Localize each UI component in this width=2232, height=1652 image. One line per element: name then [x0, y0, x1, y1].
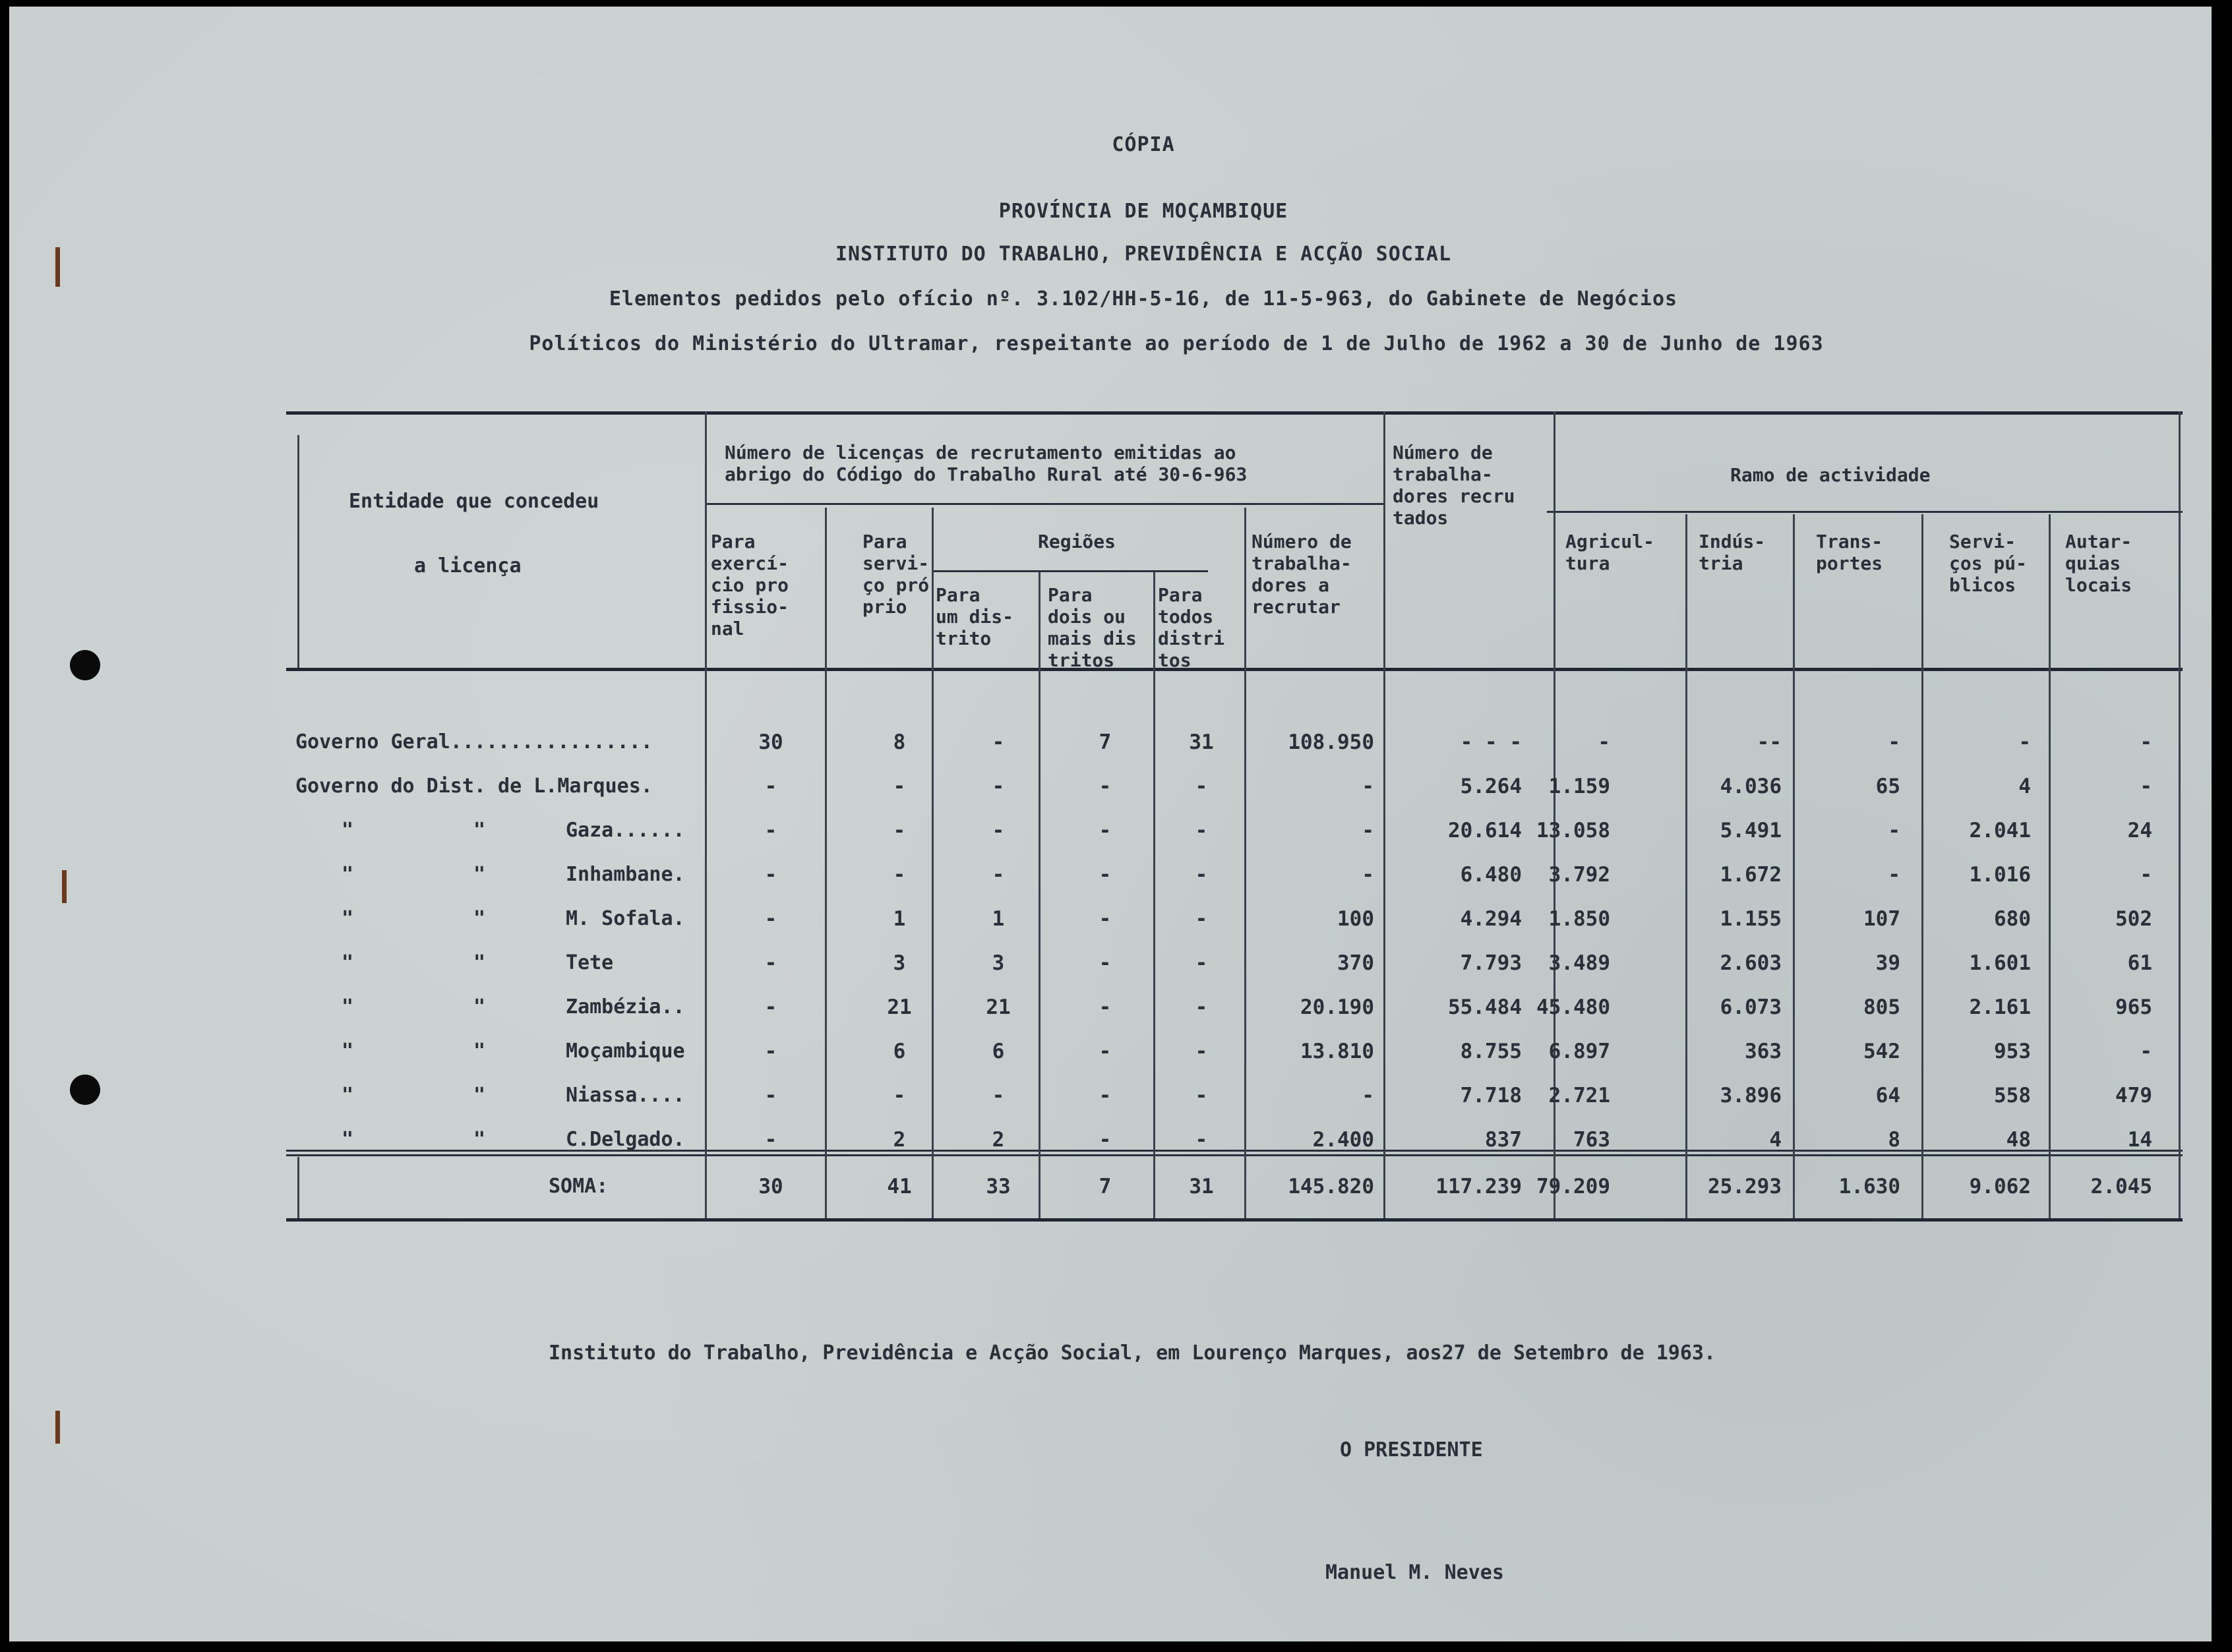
table-rule [297, 435, 299, 668]
entity-name: Tete [566, 951, 614, 974]
table-cell: - [1195, 951, 1208, 975]
footer-place-date: Instituto do Trabalho, Previdência e Acção Social, em Lourenço Marques, aos27 de Setembro de 1963. [549, 1342, 1716, 1365]
table-rule [1039, 572, 1041, 1218]
copy-label: CÓPIA [1112, 133, 1175, 156]
table-cell: 363 [1745, 1040, 1782, 1063]
header-workers-recruited: Número de trabalha- dores recru tados [1393, 442, 1515, 529]
table-cell: 5.264 [1460, 775, 1522, 798]
table-cell: 680 [1994, 907, 2031, 931]
table-cell: 30 [758, 730, 783, 754]
ditto-mark: " [473, 1128, 486, 1151]
header-licences: Número de licenças de recrutamento emitidas ao abrigo do Código do Trabalho Rural até 30-6-963 [725, 442, 1248, 485]
table-cell: 4.036 [1720, 775, 1782, 798]
entity-label: Governo do Dist. de L.Marques. [295, 775, 653, 798]
header-entity-line2: a licença [414, 554, 522, 577]
total-label: SOMA: [549, 1175, 609, 1198]
table-cell: - [992, 730, 1005, 754]
table-cell: 79.209 [1536, 1175, 1610, 1198]
table-cell: -- [1757, 730, 1782, 754]
table-cell: - [1195, 1084, 1208, 1107]
table-cell: 107 [1863, 907, 1900, 931]
table-cell: - [893, 1084, 906, 1107]
table-cell: - [1888, 730, 1900, 754]
table-cell: 45.480 [1536, 995, 1610, 1019]
table-cell: 2.041 [1969, 819, 2031, 842]
table-cell: 3.896 [1720, 1084, 1782, 1107]
table-cell: - [764, 863, 777, 887]
table-cell: - [992, 863, 1005, 887]
table-cell: 9.062 [1969, 1175, 2031, 1198]
table-rule [706, 503, 1383, 505]
table-cell: 837 [1485, 1128, 1522, 1152]
punch-hole-bottom [70, 1075, 100, 1105]
table-header-rule [286, 668, 2183, 671]
table-cell: 4 [2018, 775, 2031, 798]
table-cell: - [1195, 775, 1208, 798]
table-cell: - [2140, 775, 2152, 798]
header-one-district: Para um dis- trito [936, 584, 1014, 649]
table-cell: - [1099, 863, 1112, 887]
ditto-mark: " [342, 819, 354, 842]
table-cell: 763 [1573, 1128, 1610, 1152]
ditto-mark: " [342, 951, 354, 974]
table-rule [286, 1154, 2183, 1156]
table-rule [825, 508, 827, 1218]
table-cell: 7 [1099, 1175, 1112, 1198]
table-cell: 13.058 [1536, 819, 1610, 842]
table-cell: - [992, 1084, 1005, 1107]
table-cell: 31 [1189, 1175, 1214, 1198]
punch-hole-top [70, 650, 100, 680]
header-industry: Indús- tria [1699, 531, 1766, 574]
table-cell: 8 [893, 730, 906, 754]
table-cell: 1.601 [1969, 951, 2031, 975]
province-heading: PROVÍNCIA DE MOÇAMBIQUE [998, 200, 1288, 223]
table-cell: 48 [2006, 1128, 2031, 1152]
subtitle-line-2: Políticos do Ministério do Ultramar, respeitante ao período de 1 de Julho de 1962 a 30 de Junho de 1963 [529, 332, 1824, 355]
table-cell: - [764, 907, 777, 931]
header-all-districts: Para todos distri tos [1158, 584, 1225, 671]
table-cell: 100 [1337, 907, 1374, 931]
table-cell: 145.820 [1288, 1175, 1374, 1198]
table-cell: 3.792 [1548, 863, 1610, 887]
table-cell: - [764, 819, 777, 842]
table-cell: 965 [2115, 995, 2152, 1019]
table-cell: 4.294 [1460, 907, 1522, 931]
table-cell: 1.630 [1838, 1175, 1900, 1198]
header-transport: Trans- portes [1816, 531, 1883, 574]
table-cell: 370 [1337, 951, 1374, 975]
table-cell: 1 [992, 907, 1005, 931]
header-own-service: Para servi- ço pró prio [862, 531, 930, 618]
document-page [9, 7, 2212, 1641]
table-cell: 7.718 [1460, 1084, 1522, 1107]
table-cell: - [2140, 1040, 2152, 1063]
table-cell: 1.016 [1969, 863, 2031, 887]
table-cell: 55.484 [1448, 995, 1522, 1019]
table-cell: 25.293 [1708, 1175, 1782, 1198]
table-cell: 3.489 [1548, 951, 1610, 975]
table-cell: - [1362, 1084, 1374, 1107]
table-cell: 2.045 [2090, 1175, 2152, 1198]
header-workers-to-recruit: Número de trabalha- dores a recrutar [1252, 531, 1352, 618]
table-cell: 2.400 [1312, 1128, 1374, 1152]
table-cell: 5.491 [1720, 819, 1782, 842]
entity-label: Governo Geral................. [295, 730, 653, 753]
table-cell: 7.793 [1460, 951, 1522, 975]
table-cell: 6 [992, 1040, 1005, 1063]
header-public-services: Servi- ços pú- blicos [1949, 531, 2028, 596]
header-activity: Ramo de actividade [1730, 464, 1931, 486]
table-cell: 7 [1099, 730, 1112, 754]
table-cell: - [1099, 1128, 1112, 1152]
table-cell: 1.159 [1548, 775, 1610, 798]
table-rule [705, 411, 707, 1218]
table-cell: 13.810 [1300, 1040, 1374, 1063]
table-cell: 2.721 [1548, 1084, 1610, 1107]
table-cell: - [1195, 819, 1208, 842]
table-cell: 14 [2127, 1128, 2152, 1152]
table-cell: - [1888, 819, 1900, 842]
table-cell: - [1195, 1128, 1208, 1152]
table-cell: 4 [1769, 1128, 1782, 1152]
table-cell: 953 [1994, 1040, 2031, 1063]
ditto-mark: " [342, 1128, 354, 1151]
institute-heading: INSTITUTO DO TRABALHO, PREVIDÊNCIA E ACÇÃO SOCIAL [835, 243, 1451, 266]
table-cell: - [893, 819, 906, 842]
margin-mark [62, 870, 67, 903]
table-cell: 542 [1863, 1040, 1900, 1063]
table-cell: 502 [2115, 907, 2152, 931]
header-two-districts: Para dois ou mais dis tritos [1048, 584, 1137, 671]
table-cell: - [1099, 1084, 1112, 1107]
table-rule [1547, 511, 2183, 513]
footer-signatory: Manuel M. Neves [1325, 1561, 1504, 1584]
entity-name: Gaza...... [566, 819, 685, 842]
table-cell: 20.614 [1448, 819, 1522, 842]
table-cell: 3 [992, 951, 1005, 975]
table-cell: 2.161 [1969, 995, 2031, 1019]
table-cell: - [1888, 863, 1900, 887]
table-cell: - [893, 863, 906, 887]
table-cell: - - - [1460, 730, 1522, 754]
table-cell: 39 [1875, 951, 1900, 975]
table-cell: - [1195, 863, 1208, 887]
table-cell: - [1362, 775, 1374, 798]
table-cell: 21 [887, 995, 912, 1019]
ditto-mark: " [342, 995, 354, 1018]
table-cell: 8.755 [1460, 1040, 1522, 1063]
table-cell: 6.480 [1460, 863, 1522, 887]
table-cell: - [2140, 730, 2152, 754]
table-cell: - [1099, 907, 1112, 931]
header-regions: Regiões [1038, 531, 1116, 552]
table-cell: - [764, 1084, 777, 1107]
table-cell: - [992, 775, 1005, 798]
table-cell: - [1598, 730, 1610, 754]
table-cell: 3 [893, 951, 906, 975]
entity-name: Inhambane. [566, 863, 685, 886]
table-cell: 6 [893, 1040, 906, 1063]
table-cell: - [1195, 995, 1208, 1019]
subtitle-line-1: Elementos pedidos pelo ofício nº. 3.102/HH-5-16, de 11-5-963, do Gabinete de Negócios [609, 287, 1678, 310]
ditto-mark: " [342, 907, 354, 930]
table-cell: - [764, 775, 777, 798]
table-cell: 2.603 [1720, 951, 1782, 975]
ditto-mark: " [473, 907, 486, 930]
entity-name: Zambézia.. [566, 995, 685, 1018]
table-cell: 108.950 [1288, 730, 1374, 754]
table-cell: 6.897 [1548, 1040, 1610, 1063]
table-rule [297, 1157, 299, 1218]
table-cell: 30 [758, 1175, 783, 1198]
table-cell: 1 [893, 907, 906, 931]
table-cell: - [1099, 775, 1112, 798]
table-cell: - [2140, 863, 2152, 887]
ditto-mark: " [473, 995, 486, 1018]
table-cell: 21 [986, 995, 1011, 1019]
table-cell: 805 [1863, 995, 1900, 1019]
table-cell: 558 [1994, 1084, 2031, 1107]
table-cell: - [1195, 1040, 1208, 1063]
table-cell: 6.073 [1720, 995, 1782, 1019]
table-cell: - [764, 1040, 777, 1063]
table-rule [1153, 572, 1155, 1218]
table-cell: - [764, 995, 777, 1019]
table-cell: 8 [1888, 1128, 1900, 1152]
table-rule [2179, 411, 2181, 1218]
table-cell: - [1099, 819, 1112, 842]
footer-role: O PRESIDENTE [1340, 1438, 1483, 1461]
table-top-rule [286, 411, 2183, 415]
header-agriculture: Agricul- tura [1565, 531, 1654, 574]
table-cell: 31 [1189, 730, 1214, 754]
table-cell: 24 [2127, 819, 2152, 842]
entity-name: M. Sofala. [566, 907, 685, 930]
table-cell: - [764, 951, 777, 975]
table-cell: - [2018, 730, 2031, 754]
table-cell: 1.850 [1548, 907, 1610, 931]
table-rule [932, 570, 1208, 572]
entity-name: C.Delgado. [566, 1128, 685, 1151]
header-local-authorities: Autar- quias locais [2065, 531, 2132, 596]
ditto-mark: " [473, 1040, 486, 1063]
entity-name: Niassa.... [566, 1084, 685, 1107]
table-cell: 61 [2127, 951, 2152, 975]
table-cell: - [992, 819, 1005, 842]
table-cell: 33 [986, 1175, 1011, 1198]
header-own-exercise: Para exercí- cio pro fissio- nal [711, 531, 789, 639]
entity-name: Moçambique [566, 1040, 685, 1063]
ditto-mark: " [473, 951, 486, 974]
table-cell: - [764, 1128, 777, 1152]
table-cell: 2 [992, 1128, 1005, 1152]
ditto-mark: " [342, 1040, 354, 1063]
table-cell: 64 [1875, 1084, 1900, 1107]
table-cell: - [1362, 819, 1374, 842]
table-bottom-rule [286, 1218, 2183, 1222]
table-cell: 2 [893, 1128, 906, 1152]
table-cell: - [1099, 951, 1112, 975]
table-cell: 117.239 [1435, 1175, 1522, 1198]
table-cell: 41 [887, 1175, 912, 1198]
table-cell: 1.155 [1720, 907, 1782, 931]
table-cell: - [1099, 1040, 1112, 1063]
table-cell: - [1099, 995, 1112, 1019]
ditto-mark: " [342, 863, 354, 886]
ditto-mark: " [473, 819, 486, 842]
table-cell: 1.672 [1720, 863, 1782, 887]
ditto-mark: " [342, 1084, 354, 1107]
table-cell: 479 [2115, 1084, 2152, 1107]
table-cell: - [1195, 907, 1208, 931]
ditto-mark: " [473, 863, 486, 886]
table-cell: 65 [1875, 775, 1900, 798]
ditto-mark: " [473, 1084, 486, 1107]
header-entity-line1: Entidade que concedeu [349, 490, 599, 513]
table-cell: 20.190 [1300, 995, 1374, 1019]
table-cell: - [893, 775, 906, 798]
margin-mark [55, 1411, 60, 1444]
table-cell: - [1362, 863, 1374, 887]
